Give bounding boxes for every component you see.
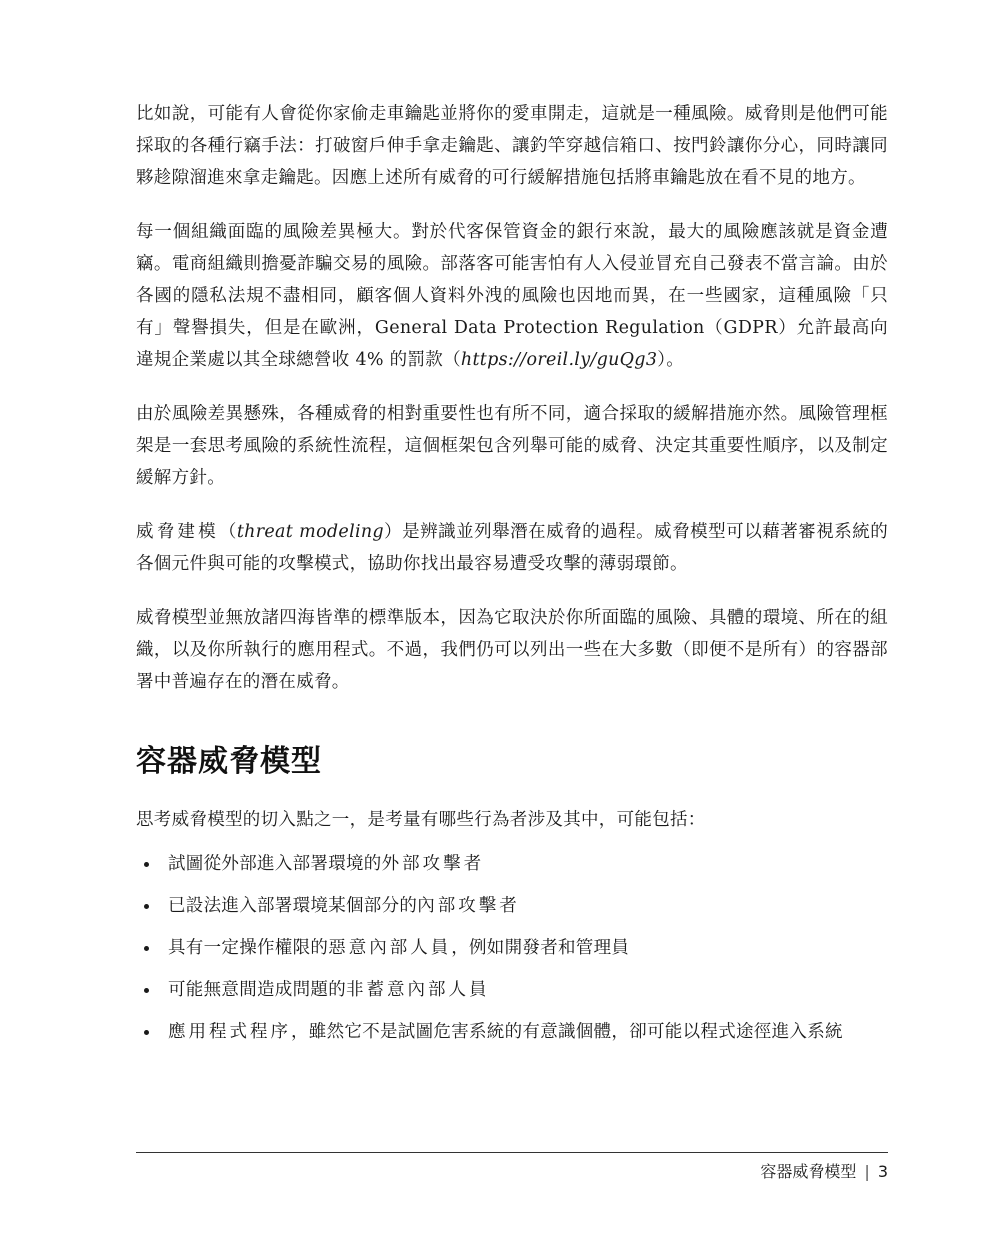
list-item-term: 惡意內部人員 (328, 938, 452, 958)
bullet-icon (144, 1030, 149, 1035)
page-number: 3 (877, 1162, 888, 1181)
footer-separator: | (864, 1162, 870, 1181)
list-item-text: 具有一定操作權限的 (168, 938, 329, 958)
footer-divider (136, 1152, 888, 1153)
list-item-term: 應用程式程序 (168, 1022, 291, 1042)
bullet-icon (144, 988, 149, 993)
term-threat-modeling: 威脅建模 (136, 522, 219, 542)
list-item (136, 848, 888, 880)
list-item-text: 可能無意間造成問題的 (168, 980, 346, 1000)
list-item-text-post: ，例如開發者和管理員 (451, 938, 630, 958)
bullet-icon (144, 904, 149, 909)
list-item (136, 932, 888, 964)
paragraph-text: ）是辨識並列舉潛在威脅的過程。威脅模型可以藉著審視系統的各個元件與可能的攻擊模式，協助你找出最容易遭受攻擊的薄弱環節。 (136, 522, 888, 574)
paragraph-organization-risks (136, 216, 888, 376)
paragraph-text: 比如說，可能有人會從你家偷走車鑰匙並將你的愛車開走，這就是一種風險。威脅則是他們可能採取的各種行竊手法：打破窗戶伸手拿走鑰匙、讓釣竿穿越信箱口、按門鈴讓你分心，同時讓同夥趁隙溜進來拿走鑰匙。因應上述所有威脅的可行緩解措施包括將車鑰匙放在看不見的地方。 (136, 104, 888, 188)
paragraph-text: 思考威脅模型的切入點之一，是考量有哪些行為者涉及其中，可能包括： (136, 810, 706, 830)
paragraph-threat-modeling (136, 516, 888, 580)
list-item (136, 974, 888, 1006)
paragraph-text: 每一個組織面臨的風險差異極大。對於代客保管資金的銀行來說，最大的風險應該就是資金遭竊。電商組織則擔憂詐騙交易的風險。部落客可能害怕有人入侵並冒充自己發表不當言論。由於各國的隱私法規不盡相同，顧客個人資料外洩的風險也因地而異，在一些國家，這種風險「只有」聲譽損失，但是在歐洲，General Data Protection Regulation（GDPR）允許最高向違規企業處以其全球總營收 4% 的罰款（ (136, 222, 888, 370)
paragraph-car-key-example (136, 98, 888, 194)
paragraph-risk-framework (136, 398, 888, 494)
page-footer (760, 1160, 888, 1184)
section-intro (136, 804, 888, 836)
list-item (136, 1016, 888, 1048)
paragraph-no-universal-model (136, 602, 888, 698)
list-item-term: 外部攻擊者 (381, 854, 485, 874)
list-item (136, 890, 888, 922)
list-item-text: 已設法進入部署環境某個部分的 (168, 896, 418, 916)
bullet-icon (144, 946, 149, 951)
list-item-term: 內部攻擊者 (417, 896, 520, 916)
term-threat-modeling-en: threat modeling (236, 522, 384, 542)
bullet-icon (144, 862, 149, 867)
paren-open: （ (218, 522, 237, 542)
paragraph-text-end: ）。 (657, 350, 685, 370)
gdpr-link[interactable]: https://oreil.ly/guQg3 (460, 350, 658, 370)
list-item-term: 非蓄意內部人員 (346, 980, 490, 1000)
paragraph-text: 由於風險差異懸殊，各種威脅的相對重要性也有所不同，適合採取的緩解措施亦然。風險管理框架是一套思考風險的系統性流程，這個框架包含列舉可能的威脅、決定其重要性順序，以及制定緩解方針。 (136, 404, 888, 488)
list-item-text-post: ，雖然它不是試圖危害系統的有意識個體，卻可能以程式途徑進入系統 (291, 1022, 843, 1042)
section-title: 容器威脅模型 (136, 744, 322, 779)
list-item-text: 試圖從外部進入部署環境的 (168, 854, 382, 874)
footer-chapter-title: 容器威脅模型 (760, 1162, 857, 1181)
actor-list (136, 848, 888, 1048)
paragraph-text: 威脅模型並無放諸四海皆準的標準版本，因為它取決於你所面臨的風險、具體的環境、所在的組織，以及你所執行的應用程式。不過，我們仍可以列出一些在大多數（即便不是所有）的容器部署中普遍存在的潛在威脅。 (136, 608, 888, 692)
page-content (136, 98, 888, 1058)
